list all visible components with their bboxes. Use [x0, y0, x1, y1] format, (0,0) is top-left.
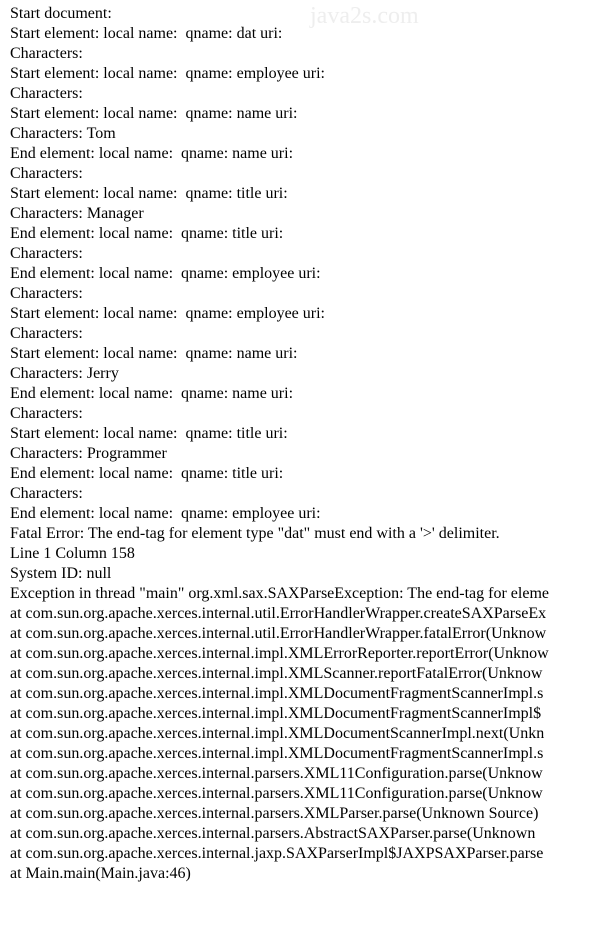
console-line: Characters: [10, 485, 83, 502]
console-line: at com.sun.org.apache.xerces.internal.impl.XMLErrorReporter.reportError(Unknow [10, 645, 549, 662]
console-line: Characters: [10, 45, 83, 62]
console-line: at com.sun.org.apache.xerces.internal.impl.XMLDocumentFragmentScannerImpl.s [10, 685, 544, 702]
console-line: End element: local name: qname: title uri: [10, 225, 284, 242]
console-line: at com.sun.org.apache.xerces.internal.util.ErrorHandlerWrapper.fatalError(Unknow [10, 625, 547, 642]
console-line: End element: local name: qname: title uri: [10, 465, 284, 482]
console-line: End element: local name: qname: employee uri: [10, 505, 321, 522]
console-line: at com.sun.org.apache.xerces.internal.parsers.XMLParser.parse(Unknown Source) [10, 805, 539, 822]
console-line: Start element: local name: qname: employee uri: [10, 305, 325, 322]
console-line: at com.sun.org.apache.xerces.internal.parsers.AbstractSAXParser.parse(Unknown [10, 825, 536, 842]
console-line: Characters: [10, 245, 83, 262]
console-line: System ID: null [10, 565, 112, 582]
console-output [10, 4, 604, 884]
console-line: at Main.main(Main.java:46) [10, 865, 191, 882]
console-line: Start element: local name: qname: employee uri: [10, 65, 325, 82]
console-line: Start element: local name: qname: title uri: [10, 425, 288, 442]
console-line: at com.sun.org.apache.xerces.internal.impl.XMLDocumentFragmentScannerImpl$ [10, 705, 542, 722]
console-line: Characters: Tom [10, 125, 116, 142]
console-line: Fatal Error: The end-tag for element type "dat" must end with a '>' delimiter. [10, 525, 500, 542]
console-line: Start element: local name: qname: name uri: [10, 105, 298, 122]
console-line: End element: local name: qname: name uri: [10, 145, 294, 162]
console-line: at com.sun.org.apache.xerces.internal.parsers.XML11Configuration.parse(Unknow [10, 765, 543, 782]
console-line: at com.sun.org.apache.xerces.internal.impl.XMLDocumentScannerImpl.next(Unkn [10, 725, 545, 742]
console-line: Characters: [10, 405, 83, 422]
console-line: Exception in thread "main" org.xml.sax.SAXParseException: The end-tag for eleme [10, 585, 549, 602]
console-line: Line 1 Column 158 [10, 545, 135, 562]
console-line: Start document: [10, 5, 112, 22]
console-line: Characters: [10, 165, 83, 182]
console-line: Characters: Manager [10, 205, 144, 222]
console-line: at com.sun.org.apache.xerces.internal.util.ErrorHandlerWrapper.createSAXParseEx [10, 605, 547, 622]
console-line: End element: local name: qname: name uri: [10, 385, 294, 402]
console-line: Start element: local name: qname: name uri: [10, 345, 298, 362]
console-line: Characters: Programmer [10, 445, 167, 462]
console-line: Characters: Jerry [10, 365, 119, 382]
console-line: End element: local name: qname: employee uri: [10, 265, 321, 282]
console-line: at com.sun.org.apache.xerces.internal.jaxp.SAXParserImpl$JAXPSAXParser.parse [10, 845, 544, 862]
console-line: at com.sun.org.apache.xerces.internal.impl.XMLDocumentFragmentScannerImpl.s [10, 745, 544, 762]
console-line: at com.sun.org.apache.xerces.internal.impl.XMLScanner.reportFatalError(Unknow [10, 665, 543, 682]
console-line: at com.sun.org.apache.xerces.internal.parsers.XML11Configuration.parse(Unknow [10, 785, 543, 802]
console-line: Start element: local name: qname: title uri: [10, 185, 288, 202]
console-line: Characters: [10, 325, 83, 342]
console-line: Characters: [10, 285, 83, 302]
watermark-text: java2s.com [310, 3, 419, 29]
console-line: Start element: local name: qname: dat uri: [10, 25, 283, 42]
console-line: Characters: [10, 85, 83, 102]
